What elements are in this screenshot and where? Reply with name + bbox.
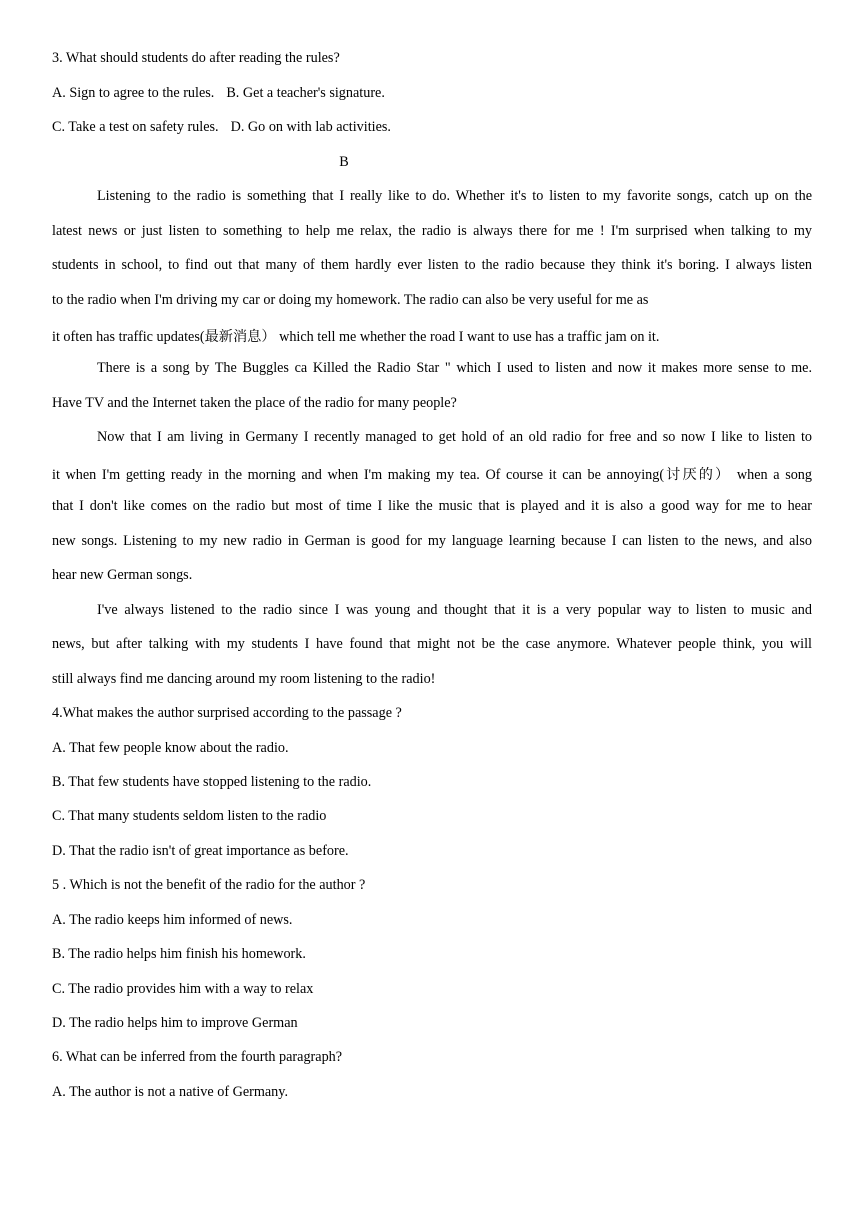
question-4-option-b: B. That few students have stopped listening to the radio. [52,774,372,790]
passage-p4-line-1: I've always listened to the radio since I was young and thought that it is a very popular way to listen to music and [97,602,812,618]
question-4-text: 4.What makes the author surprised according to the passage ? [52,705,402,721]
question-3-option-c: C. Take a test on safety rules. [52,119,219,135]
question-6-text: 6. What can be inferred from the fourth paragraph? [52,1049,343,1065]
passage-p4-line-2: news, but after talking with my students I have found that might not be the case anymore. Whatever people think, you will [52,636,812,652]
passage-p1-line-1: Listening to the radio is something that I really like to do. Whether it's to listen to my favorite songs, catch up on the [97,188,812,204]
question-3-options-row-2 [52,119,391,136]
question-5-option-b: B. The radio helps him finish his homework. [52,946,306,962]
question-4-option-a: A. That few people know about the radio. [52,740,289,756]
passage-p3-line-3: that I don't like comes on the radio but most of time I like the music that is played and it is also a good way for me to hear [52,498,812,514]
passage-p3-line-2: it when I'm getting ready in the morning and when I'm making my tea. Of course it can be annoying(讨厌的） when a song [52,467,812,483]
passage-p2-line-1: There is a song by The Buggles ca Killed the Radio Star " which I used to listen and now it makes more sense to me. [97,360,812,376]
passage-p4-line-3: still always find me dancing around my room listening to the radio! [52,671,436,687]
passage-p1-line-3: students in school, to find out that many of them hardly ever listen to the radio because they think it's boring. I always listen [52,257,812,273]
question-3-option-b: B. Get a teacher's signature. [226,85,385,101]
question-3-option-a: A. Sign to agree to the rules. [52,85,215,101]
passage-p3-line-4: new songs. Listening to my new radio in German is good for my language learning because I can listen to the news, and also [52,533,812,549]
question-4-option-c: C. That many students seldom listen to the radio [52,808,327,824]
passage-p1-line-5: it often has traffic updates(最新消息） which tell me whether the road I want to use has a traffic jam on it. [52,329,660,345]
passage-p1-line-2: latest news or just listen to something to help me relax, the radio is always there for me ! I'm surprised when talking to my [52,223,812,239]
question-3-options-row-1 [52,85,385,102]
question-4-option-d: D. That the radio isn't of great importance as before. [52,843,349,859]
passage-p3-line-5: hear new German songs. [52,567,193,583]
question-5-option-a: A. The radio keeps him informed of news. [52,912,293,928]
question-5-option-c: C. The radio provides him with a way to relax [52,981,314,997]
section-label: B [339,154,349,170]
question-5-option-d: D. The radio helps him to improve German [52,1015,298,1031]
question-5-text: 5 . Which is not the benefit of the radio for the author ? [52,877,366,893]
question-6-option-a: A. The author is not a native of Germany. [52,1084,288,1100]
passage-p3-line-1: Now that I am living in Germany I recently managed to get hold of an old radio for free and so now I like to listen to [97,429,812,445]
passage-p1-line-4: to the radio when I'm driving my car or doing my homework. The radio can also be very useful for me as [52,292,649,308]
passage-p2-line-2: Have TV and the Internet taken the place of the radio for many people? [52,395,457,411]
question-3-option-d: D. Go on with lab activities. [230,119,391,135]
question-3-text: 3. What should students do after reading the rules? [52,50,340,66]
